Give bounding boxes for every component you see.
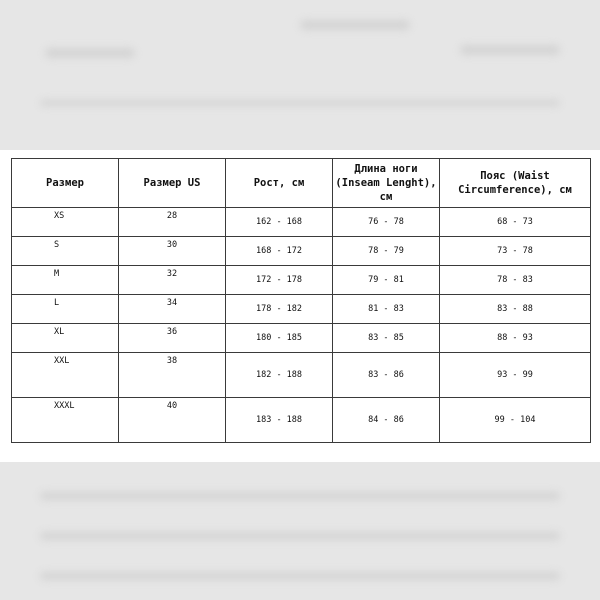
us-size-value: 34	[166, 298, 178, 308]
size-chart-table	[11, 158, 591, 443]
size-label: L	[54, 298, 60, 308]
us-size-value: 30	[166, 240, 178, 250]
waist-range: 93 - 99	[497, 370, 533, 380]
waist-range: 73 - 78	[497, 246, 533, 256]
waist-range: 83 - 88	[497, 304, 533, 314]
waist-range: 88 - 93	[497, 333, 533, 343]
size-label: M	[54, 269, 60, 279]
inseam-range: 76 - 78	[368, 217, 404, 227]
inseam-range: 79 - 81	[368, 275, 404, 285]
us-size-value: 38	[166, 356, 178, 366]
size-label: XL	[54, 327, 65, 337]
table-row	[12, 237, 591, 266]
table-row	[12, 266, 591, 295]
waist-range: 68 - 73	[497, 217, 533, 227]
us-size-value: 36	[166, 327, 178, 337]
table-header-row	[12, 159, 591, 208]
blurred-text-shape	[45, 48, 135, 58]
table-row	[12, 398, 591, 443]
inseam-range: 78 - 79	[368, 246, 404, 256]
header-inseam: Длина ноги (Inseam Lenght), см	[333, 159, 440, 208]
blurred-text-shape	[40, 572, 560, 580]
header-height: Рост, см	[226, 159, 333, 208]
header-waist: Пояс (Waist Circumference), см	[440, 159, 591, 208]
inseam-range: 83 - 85	[368, 333, 404, 343]
inseam-range: 84 - 86	[368, 415, 404, 425]
us-size-value: 28	[166, 211, 178, 221]
blurred-text-shape	[460, 45, 560, 55]
header-size: Размер	[12, 159, 119, 208]
blurred-text-shape	[40, 100, 560, 106]
height-range: 168 - 172	[255, 246, 303, 256]
us-size-value: 32	[166, 269, 178, 279]
inseam-range: 81 - 83	[368, 304, 404, 314]
size-label: XS	[54, 211, 65, 221]
table-row	[12, 353, 591, 398]
table-row	[12, 324, 591, 353]
height-range: 162 - 168	[255, 217, 303, 227]
size-label: XXL	[54, 356, 70, 366]
height-range: 182 - 188	[255, 370, 303, 380]
blurred-text-shape	[40, 532, 560, 540]
header-size-us: Размер US	[119, 159, 226, 208]
waist-range: 99 - 104	[494, 415, 536, 425]
waist-range: 78 - 83	[497, 275, 533, 285]
blurred-text-shape	[40, 492, 560, 500]
inseam-range: 83 - 86	[368, 370, 404, 380]
height-range: 183 - 188	[255, 415, 303, 425]
blurred-background-top	[0, 0, 600, 150]
blurred-text-shape	[300, 20, 410, 30]
table-row	[12, 208, 591, 237]
height-range: 178 - 182	[255, 304, 303, 314]
table-row	[12, 295, 591, 324]
size-chart-panel	[0, 150, 600, 462]
size-label: S	[54, 240, 60, 250]
height-range: 172 - 178	[255, 275, 303, 285]
us-size-value: 40	[166, 401, 178, 411]
blurred-background-bottom	[0, 462, 600, 600]
height-range: 180 - 185	[255, 333, 303, 343]
size-label: XXXL	[54, 401, 75, 411]
